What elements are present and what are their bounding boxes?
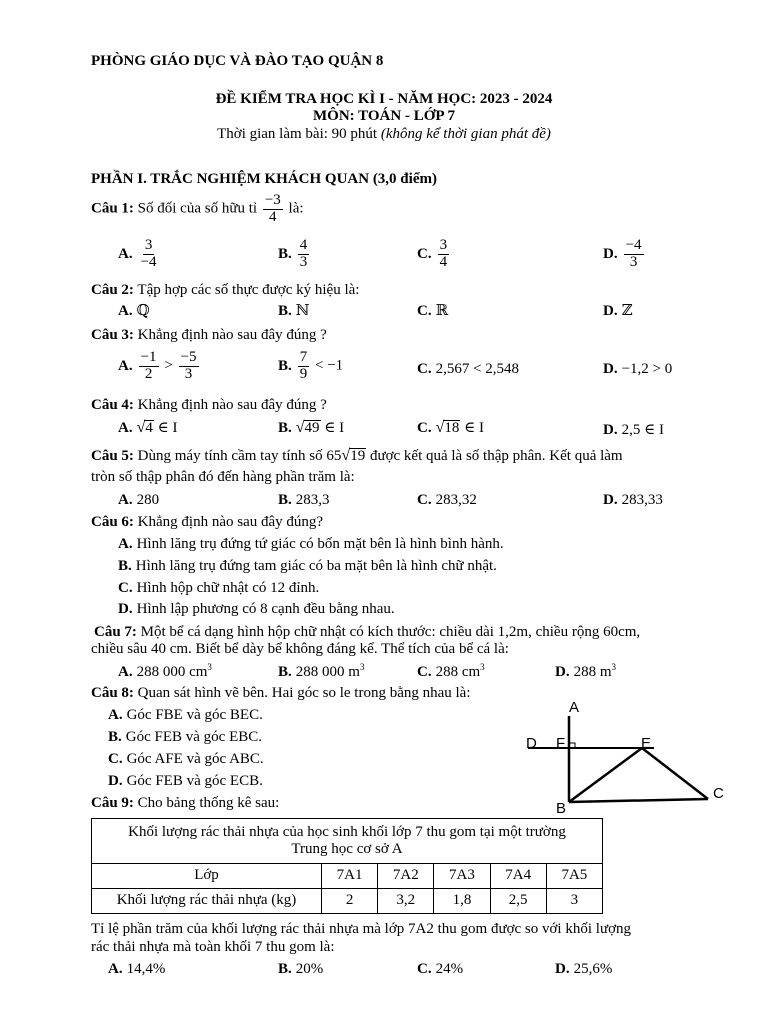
q9-option-b[interactable]	[278, 960, 323, 978]
frac-den: 4	[439, 253, 448, 270]
option-label: D.	[603, 245, 618, 262]
q2-label: Câu 2:	[91, 282, 134, 298]
option-label: D.	[603, 492, 618, 508]
question-9	[91, 794, 279, 812]
q1-d-fraction	[624, 238, 644, 271]
q7-option-c[interactable]	[417, 662, 485, 681]
operator: >	[160, 357, 177, 374]
q4-option-a[interactable]	[118, 419, 177, 437]
exponent: 3	[611, 662, 617, 672]
q8-option-a[interactable]	[108, 706, 263, 724]
option-label: A.	[118, 357, 133, 374]
point-d-label: D	[526, 735, 537, 752]
q8-option-b[interactable]	[108, 728, 262, 746]
option-text: ℚ	[136, 303, 150, 319]
option-text: Góc AFE và góc ABC.	[126, 751, 264, 767]
question-6	[91, 513, 323, 531]
frac-num: 3	[144, 237, 153, 253]
q6-option-a[interactable]	[118, 535, 504, 553]
frac-den: 3	[629, 253, 638, 270]
exponent: 3	[207, 662, 212, 672]
sqrt-arg: 4	[145, 420, 153, 436]
option-text: ℕ	[295, 303, 310, 319]
q4-label: Câu 4:	[91, 397, 134, 413]
sqrt: √ 49	[295, 419, 320, 436]
option-label: C.	[417, 420, 432, 436]
option-text: 283,33	[621, 492, 663, 508]
frac-num: 4	[299, 237, 308, 253]
q9-text: Cho bảng thống kê sau:	[133, 795, 280, 811]
frac-den: 3	[184, 365, 193, 382]
q3-option-c[interactable]	[417, 360, 519, 378]
table-cell: Khối lượng rác thải nhựa (kg)	[92, 889, 322, 914]
option-label: D.	[603, 303, 618, 319]
q7-text: Một bể cá dạng hình hộp chữ nhật có kích thước: chiều dài 1,2m, chiều rộng 60cm,	[136, 624, 641, 640]
option-text: 283,32	[435, 492, 477, 508]
department-heading: PHÒNG GIÁO DỤC VÀ ĐÀO TẠO QUẬN 8	[91, 53, 384, 69]
q8-text: Quan sát hình vẽ bên. Hai góc so le trong bằng nhau là:	[133, 685, 471, 701]
q3-option-d[interactable]	[603, 360, 672, 378]
option-text: ∈ I	[460, 420, 484, 436]
option-text: Hình lăng trụ đứng tam giác có ba mặt bên là hình chữ nhật.	[135, 558, 497, 574]
q7-option-b[interactable]	[278, 662, 364, 681]
q5-option-b[interactable]	[278, 491, 330, 509]
table-cell: 7A3	[434, 864, 490, 889]
point-a-label: A	[569, 699, 580, 716]
option-label: C.	[417, 303, 432, 319]
option-text: −1,2 > 0	[621, 361, 673, 377]
line-bc	[569, 799, 708, 802]
option-text: Hình hộp chữ nhật có 12 đỉnh.	[136, 580, 320, 596]
q1-text: Số đối của số hữu tỉ	[133, 200, 261, 217]
q7-option-a[interactable]	[118, 662, 212, 681]
sqrt: √ 18	[435, 419, 460, 436]
sqrt: √ 4	[136, 419, 153, 436]
frac-den: −4	[140, 253, 157, 270]
sqrt: √ 19	[341, 447, 366, 464]
option-label: D.	[603, 361, 618, 377]
q2-option-c[interactable]	[417, 302, 448, 320]
table-cell: 3,2	[378, 889, 434, 914]
fraction	[139, 350, 159, 383]
option-text: 280	[136, 492, 160, 508]
option-label: B.	[108, 729, 122, 745]
option-label: B.	[278, 492, 292, 508]
q5-coef: 65	[326, 448, 342, 464]
table-cell: 7A5	[546, 864, 602, 889]
question-7	[94, 623, 640, 641]
option-text: Góc FBE và góc BEC.	[126, 707, 263, 723]
point-f-label: F	[556, 735, 566, 752]
caption-line-1: Khối lượng rác thải nhựa của học sinh khối lớp 7 thu gom tại một trường	[128, 823, 566, 840]
sqrt-arg: 49	[304, 420, 320, 436]
q9-after-line1: Tỉ lệ phần trăm của khối lượng rác thải nhựa mà lớp 7A2 thu gom được so với khối lượng	[91, 921, 631, 937]
option-label: B.	[278, 961, 292, 977]
line-be	[569, 748, 642, 802]
q9-option-c[interactable]	[417, 960, 463, 978]
q8-geometry-figure	[520, 696, 740, 818]
q1-text-after: là:	[284, 200, 304, 217]
q5-option-d[interactable]	[603, 491, 663, 509]
question-4	[91, 396, 327, 414]
table-cell: 1,8	[434, 889, 490, 914]
option-text: < −1	[311, 357, 344, 374]
q2-option-a[interactable]	[118, 302, 150, 320]
option-label: A.	[118, 492, 133, 508]
option-text: 288 cm	[435, 664, 481, 680]
frac-den: 3	[299, 253, 308, 270]
q1-option-d[interactable]	[603, 238, 646, 271]
option-text: 2,567 < 2,548	[435, 361, 520, 377]
option-label: D.	[555, 961, 570, 977]
option-label: C.	[108, 751, 123, 767]
option-label: B.	[278, 664, 292, 680]
q9-option-d[interactable]	[555, 960, 612, 978]
fraction	[179, 350, 199, 383]
option-text: 14,4%	[126, 961, 166, 977]
q3-label: Câu 3:	[91, 327, 134, 343]
option-label: B.	[278, 420, 292, 436]
table-cell: 7A2	[378, 864, 434, 889]
time-text: Thời gian làm bài: 90 phút	[217, 126, 381, 142]
q5-label: Câu 5:	[91, 448, 134, 464]
option-label: A.	[118, 303, 133, 319]
question-8	[91, 684, 471, 702]
option-label: D.	[118, 601, 133, 617]
option-label: D.	[555, 664, 570, 680]
exponent: 3	[480, 662, 485, 672]
option-text: ℝ	[435, 303, 449, 319]
point-b-label: B	[556, 800, 567, 817]
point-e-label: E	[641, 735, 652, 752]
q9-label: Câu 9:	[91, 795, 134, 811]
line-ec	[642, 748, 708, 799]
q6-option-b[interactable]	[118, 557, 497, 575]
q3-option-a[interactable]	[118, 350, 201, 383]
option-label: A.	[118, 245, 133, 262]
q8-option-c[interactable]	[108, 750, 264, 768]
frac-num: −4	[625, 237, 642, 253]
q1-label: Câu 1:	[91, 200, 134, 217]
q1-c-fraction	[438, 238, 450, 271]
option-label: C.	[118, 580, 133, 596]
option-text: ∈ I	[320, 420, 345, 436]
option-label: B.	[278, 357, 292, 374]
q2-option-d[interactable]	[603, 302, 633, 320]
q2-option-b[interactable]	[278, 302, 309, 320]
q4-option-c[interactable]	[417, 419, 484, 437]
table-caption-row	[92, 819, 603, 864]
option-label: C.	[417, 492, 432, 508]
option-label: A.	[108, 961, 123, 977]
option-text: Hình lăng trụ đứng tứ giác có bốn mặt bên là hình bình hành.	[136, 536, 504, 552]
section1-title: PHẦN I. TRẮC NGHIỆM KHÁCH QUAN (3,0 điểm)	[91, 171, 437, 187]
q1-frac-num: −3	[264, 192, 281, 208]
table-row	[92, 864, 603, 889]
option-label: B.	[278, 303, 292, 319]
q8-label: Câu 8:	[91, 685, 134, 701]
frac-den: 2	[144, 365, 153, 382]
q9-after-line2: rác thải nhựa mà toàn khối 7 thu gom là:	[91, 939, 335, 955]
q5-text-after: được kết quả là số thập phân. Kết quả làm	[366, 448, 623, 464]
q6-option-c[interactable]	[118, 579, 319, 597]
q1-fraction	[263, 193, 283, 226]
table-cell: 2,5	[490, 889, 546, 914]
frac-num: 3	[439, 237, 448, 253]
statistics-table	[91, 818, 603, 914]
q7-line2: chiều sâu 40 cm. Biết bể dày bể không đáng kể. Thể tích của bể cá là:	[91, 641, 509, 657]
sqrt-arg: 19	[350, 448, 366, 464]
table-cell: 7A1	[322, 864, 378, 889]
q3-text: Khẳng định nào sau đây đúng ?	[133, 327, 327, 343]
question-3	[91, 326, 327, 344]
time-line	[0, 125, 768, 143]
option-text: 288 000 cm	[136, 664, 208, 680]
q1-b-fraction	[298, 238, 310, 271]
option-label: D.	[108, 773, 123, 789]
table-row	[92, 889, 603, 914]
table-cell: 3	[546, 889, 602, 914]
option-label: B.	[118, 558, 132, 574]
option-label: A.	[118, 420, 133, 436]
q6-text: Khẳng định nào sau đây đúng?	[133, 514, 324, 530]
q9-option-a[interactable]	[108, 960, 165, 978]
option-text: 288 000 m	[295, 664, 360, 680]
option-text: 20%	[295, 961, 324, 977]
frac-num: −5	[180, 349, 197, 365]
option-text: Góc FEB và góc ECB.	[126, 773, 263, 789]
option-text: 24%	[435, 961, 464, 977]
q1-a-fraction	[139, 238, 159, 271]
option-text: Góc FEB và góc EBC.	[125, 729, 263, 745]
q5-text: Dùng máy tính cầm tay tính số	[133, 448, 327, 464]
exponent: 3	[359, 662, 365, 672]
option-text: 2,5 ∈ I	[621, 422, 664, 438]
q4-text: Khẳng định nào sau đây đúng ?	[133, 397, 327, 413]
fraction	[298, 350, 310, 383]
option-text: ℤ	[621, 303, 633, 319]
option-text: Hình lập phương có 8 cạnh đều bằng nhau.	[136, 601, 395, 617]
q2-text: Tập hợp các số thực được ký hiệu là:	[133, 282, 360, 298]
option-label: C.	[417, 245, 432, 262]
table-cell: Lớp	[92, 864, 322, 889]
q5-line2: tròn số thập phân đó đến hàng phần trăm là:	[91, 469, 355, 485]
frac-num: 7	[299, 349, 308, 365]
q4-option-b[interactable]	[278, 419, 344, 437]
q6-label: Câu 6:	[91, 514, 134, 530]
option-label: C.	[417, 961, 432, 977]
q3-option-b[interactable]	[278, 350, 343, 383]
q7-label: Câu 7:	[94, 624, 137, 640]
q8-option-d[interactable]	[108, 772, 263, 790]
time-note: (không kể thời gian phát đề)	[380, 126, 551, 142]
q1-frac-den: 4	[269, 208, 277, 225]
caption-line-2: Trung học cơ sở A	[291, 841, 403, 857]
table-cell: 7A4	[490, 864, 546, 889]
table-caption	[92, 819, 603, 864]
question-5	[91, 447, 623, 465]
option-label: A.	[118, 536, 133, 552]
question-1	[91, 193, 304, 226]
q4-option-d[interactable]	[603, 421, 664, 439]
option-label: A.	[108, 707, 123, 723]
table-cell: 2	[322, 889, 378, 914]
option-text: 25,6%	[573, 961, 613, 977]
frac-den: 9	[299, 365, 308, 382]
q5-option-c[interactable]	[417, 491, 477, 509]
option-label: C.	[417, 361, 432, 377]
q6-option-d[interactable]	[118, 600, 395, 618]
subject-line: MÔN: TOÁN - LỚP 7	[313, 108, 455, 124]
option-label: D.	[603, 422, 618, 438]
point-c-label: C	[713, 785, 724, 802]
option-label: B.	[278, 245, 292, 262]
q7-option-d[interactable]	[555, 662, 616, 681]
option-text: 288 m	[573, 664, 612, 680]
question-2	[91, 281, 359, 299]
q1-option-b[interactable]	[278, 238, 311, 271]
option-text: ∈ I	[153, 420, 178, 436]
q1-option-c[interactable]	[417, 238, 451, 271]
frac-num: −1	[140, 349, 157, 365]
q5-option-a[interactable]	[118, 491, 159, 509]
q1-option-a[interactable]	[118, 238, 161, 271]
option-label: A.	[118, 664, 133, 680]
option-text: 283,3	[295, 492, 330, 508]
exam-title: ĐỀ KIỂM TRA HỌC KÌ I - NĂM HỌC: 2023 - 2024	[215, 91, 553, 107]
option-label: C.	[417, 664, 432, 680]
sqrt-arg: 18	[444, 420, 460, 436]
